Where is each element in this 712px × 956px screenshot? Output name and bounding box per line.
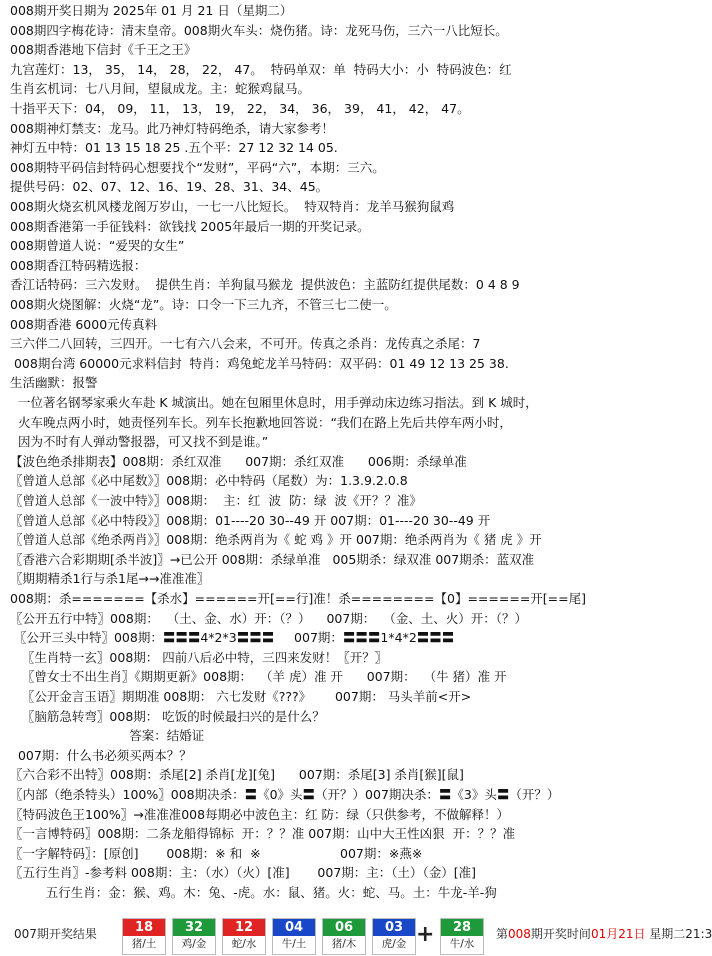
text-line: 008期火烧玄机风楼龙阁万岁山，一七一八比短长。 特双特肖：龙羊马猴狗鼠鸡	[10, 199, 455, 214]
ball-zodiac: 牛/土	[273, 936, 315, 953]
text-line: 因为不时有人弹动警报器，可又找不到是谁。”	[10, 434, 269, 450]
text-line: 008期火烧图解：火烧“龙”。诗：口令一下三九齐，不管三七二使一。	[10, 297, 397, 312]
text-line: 〖生肖特一玄〗008期： 四前八后必中特，三四来发财！〖开？〗	[10, 649, 388, 665]
result-bar-title: 007期开奖结果	[14, 927, 97, 941]
text-line: 008期曾道人说：“爱哭的女生”	[10, 238, 185, 254]
text-line: 008期：杀=======【杀水】======开[==行]准！杀========【0】======开[==尾]	[10, 591, 587, 606]
text-line: 香江话特码：三六发财。 提供生肖：羊狗鼠马猴龙 提供波色：主蓝防红提供尾数：0 4 8 9	[10, 277, 520, 293]
result-ball	[372, 918, 416, 955]
ball-zodiac: 鸡/金	[173, 936, 215, 953]
draw-info-date: 01月21日	[590, 927, 646, 941]
text-line: 提供号码：02、07、12、16、19、28、31、34、45。	[10, 179, 329, 195]
ball-number: 18	[123, 919, 165, 936]
ball-number: 06	[323, 919, 365, 936]
text-line: 〖公开金言玉语〗期期准 008期： 六七发财《???》 007期： 马头羊前<开>	[10, 689, 472, 704]
ball-zodiac: 猪/土	[123, 936, 165, 953]
text-line: 生活幽默：报警	[10, 375, 98, 391]
text-line: 〖曾道人总部《必中特段》〗008期：01----20 30--49 开 007期：01----20 30--49 开	[10, 512, 491, 528]
ball-zodiac: 蛇/水	[223, 936, 265, 953]
text-line: 008期香港第一手征钱料：欲钱找 2005年最后一期的开奖记录。	[10, 218, 370, 234]
text-line: 火车晚点两小时，她责怪列车长。列车长抱歉地回答说：“我们在路上先后共停车两小时，	[10, 414, 512, 430]
text-line: 〖一字解特码〗：[原创] 008期：※ 和 ※ 007期：※燕※	[10, 845, 423, 861]
text-line: 九宫莲灯：13， 35， 14， 28， 22， 47。 特码单双：单 特码大小：小 特码波色：红	[10, 61, 512, 77]
result-ball	[122, 918, 166, 955]
text-line: 007期：什么书必须买两本？？	[10, 747, 192, 763]
ball-number: 04	[273, 919, 315, 936]
text-line: 神灯五中特：01 13 15 18 25 .五个平：27 12 32 14 05.	[10, 140, 338, 156]
text-line: 008期香江特码精选报：	[10, 257, 147, 273]
text-line: 一位著名钢琴家乘火车赴 K 城演出。她在包厢里休息时，用手弹动床边练习指法。到 K 城时，	[10, 395, 538, 410]
text-line: 〖曾道人总部《一波中特》〗008期： 主：红 波 防：绿 波《开？？准》	[10, 493, 422, 508]
text-line: 008期特平码信封特码心想要找个“发财”，平码“六”，本期：三六。	[10, 159, 385, 175]
text-line: 008期台湾 60000元求料信封 特肖：鸡兔蛇龙羊马特码：双平码：01 49 12 13 25 38.	[10, 355, 509, 371]
result-ball	[172, 918, 216, 955]
text-line: 答案：结婚证	[10, 728, 205, 744]
ball-number: 12	[223, 919, 265, 936]
text-line: 〖期期精杀1行与杀1尾→→准准准〗	[10, 571, 210, 587]
text-line: 【波色绝杀排期表】008期：杀红双准 007期：杀红双准 006期：杀绿单准	[10, 453, 467, 469]
ball-zodiac: 猪/木	[323, 936, 365, 953]
text-line: 〖公开五行中特〗008期： （土、金、水）开：（？） 007期： （金、土、火）开：（？）	[10, 610, 528, 626]
text-line: 三六伴二八回转，三四开。一七有六八会来，不可开。传真之杀肖：龙传真之杀尾：7	[10, 336, 481, 352]
text-line: 十指平天下：04， 09， 11， 13， 19， 22， 34， 36， 39， 41， 42， 47。	[10, 101, 470, 116]
result-ball	[272, 918, 316, 955]
ball-zodiac: 虎/金	[373, 936, 415, 953]
special-ball	[440, 918, 484, 955]
text-line: 008期四字梅花诗：清末皇帝。008期火车头：烧伤猪。诗：龙死马伤，三六一八比短长。	[10, 22, 508, 38]
next-draw-info	[496, 925, 712, 942]
ball-number: 32	[173, 919, 215, 936]
text-line: 生肖玄机词：七八月间，望鼠成龙。主：蛇猴鸡鼠马。	[10, 81, 311, 97]
result-ball	[322, 918, 366, 955]
text-line: 〖曾道人总部《绝杀两肖》〗008期：绝杀两肖为《 蛇 鸡 》开 007期：绝杀两肖为《 猪 虎 》开	[10, 532, 542, 548]
draw-info-mid: 期开奖时间	[530, 927, 591, 941]
text-line: 〖脑筋急转弯〗008期： 吃饭的时候最扫兴的是什么？	[10, 708, 325, 724]
draw-info-period: 008	[508, 927, 531, 941]
text-line: 008期香港 6000元传真料	[10, 316, 158, 332]
text-line: 〖香港六合彩期期[杀半波]〗→已公开 008期：杀绿单准 005期杀：绿双准 007期杀：蓝双准	[10, 551, 535, 567]
text-line: 008期开奖日期为 2025年 01 月 21 日（星期二）	[10, 3, 293, 18]
text-line: 〖曾道人总部《必中尾数》〗008期：必中特码（尾数）为：1.3.9.2.0.8	[10, 473, 408, 489]
text-line: 五行生肖：金：猴、鸡。木：兔、-虎。水：鼠、猪。火：蛇、马。土：牛龙-羊-狗	[10, 885, 497, 900]
draw-info-suffix: 星期二21:3	[645, 927, 712, 941]
ball-zodiac: 牛/水	[441, 936, 483, 953]
text-line: 〖六合彩不出特〗008期：杀尾[2] 杀肖[龙][兔] 007期：杀尾[3] 杀肖[猴][鼠]	[10, 767, 464, 783]
plus-sign: +	[416, 922, 435, 947]
result-ball	[222, 918, 266, 955]
ball-number: 03	[373, 919, 415, 936]
text-line: 〖一言博特码〗008期：二条龙船得锦标 开：？？准 007期：山中大王性凶狠 开：？？准	[10, 826, 516, 842]
text-line: 〖五行生肖〗-参考料 008期：主：（水）（火）[准] 007期：主：（土）（金）[准]	[10, 865, 477, 881]
text-line: 〖内部（绝杀特头）100%〗008期决杀：〓《0》头〓（开？）007期决杀：〓《3》头〓（开？）	[10, 787, 560, 802]
text-line: 008期神灯禁支：龙马。此乃神灯特码绝杀，请大家参考！	[10, 120, 334, 136]
draw-info-prefix: 第	[496, 927, 509, 941]
text-line: 〖特码波色王100%〗→准准准008每期必中波色主：红 防：绿（只供参考，不做解释！）	[10, 806, 510, 822]
result-bar	[0, 916, 712, 956]
ball-number: 28	[441, 919, 483, 936]
text-line: 008期香港地下信封《千王之王》	[10, 42, 197, 58]
text-line: 〖公开三头中特〗008期：〓〓〓4*2*3〓〓〓 007期：〓〓〓1*4*2〓〓〓	[10, 630, 455, 646]
text-line: 〖曾女士不出生肖〗《期期更新》008期： （羊 虎）准 开 007期： （牛 猪）准 开	[10, 669, 507, 685]
